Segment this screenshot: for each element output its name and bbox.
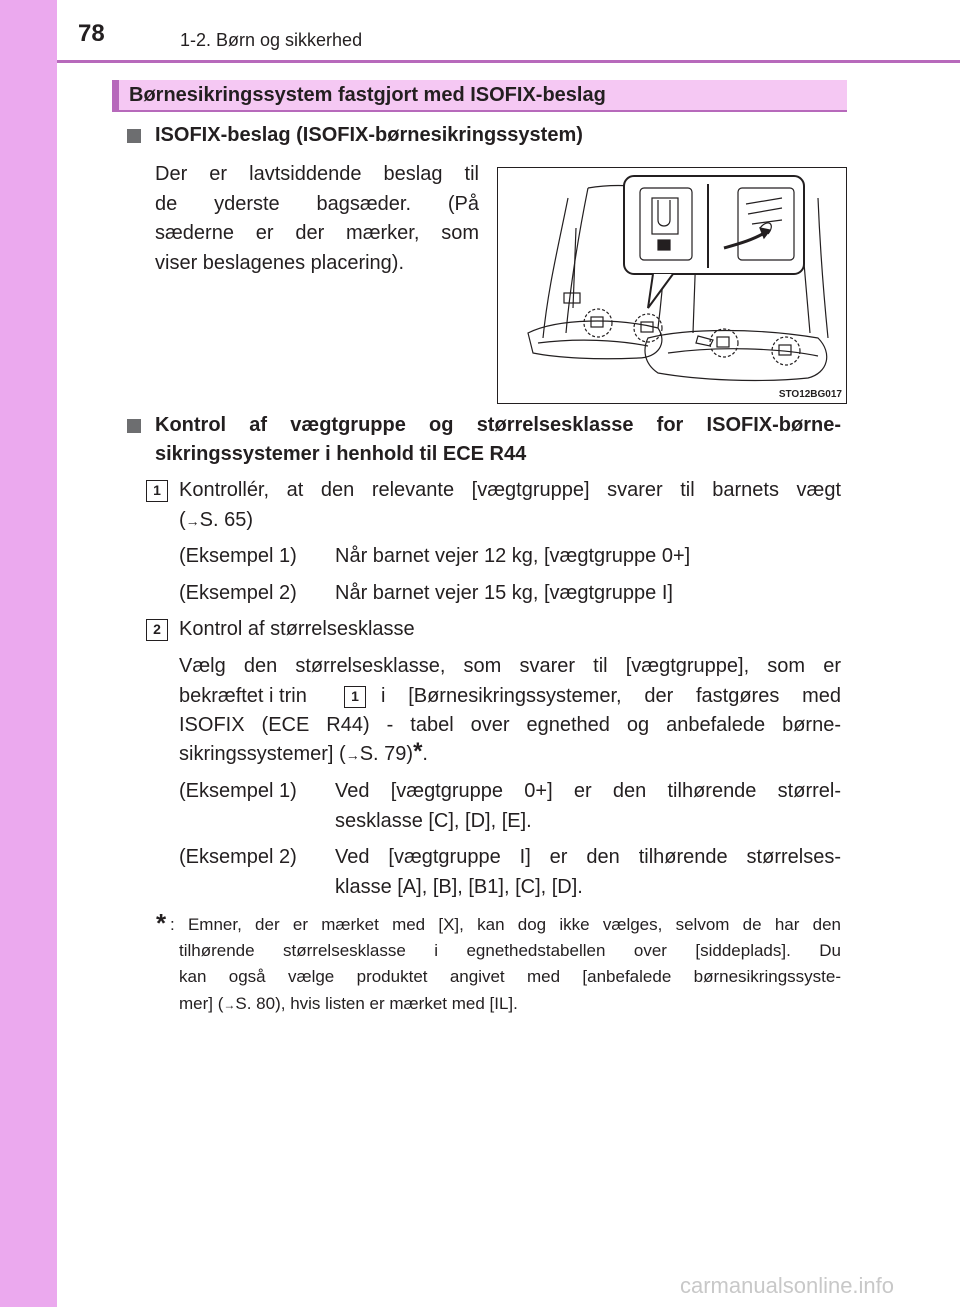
step1-line2: (→S. 65) (179, 509, 254, 531)
example-text: Når barnet vejer 15 kg, [vægtgruppe I] (335, 582, 673, 604)
isofix-heading: ISOFIX-beslag (ISOFIX-børnesikringssystem) (155, 124, 583, 146)
step2-line2a: bekræftet i trin (179, 685, 307, 707)
footnote-line2: tilhørende størrelsesklasse i egnethedstabellen over [siddeplads]. Du (179, 941, 841, 960)
step-badge: 2 (146, 619, 168, 641)
arrow-right-icon: → (185, 513, 200, 529)
step1-line1: Kontrollér, at den relevante [vægtgruppe] svarer til barnets vægt (179, 479, 841, 501)
watermark: carmanualsonline.info (680, 1273, 895, 1298)
isofix-text-line: sæderne er der mærker, som (155, 222, 479, 244)
example-label: (Eksempel 2) (179, 582, 297, 604)
example-label: (Eksempel 1) (179, 545, 297, 567)
isofix-text-line: Der er lavtsiddende beslag til (155, 163, 479, 185)
page-sidebar-tab (0, 0, 57, 1307)
step2-line3: ISOFIX (ECE R44) - tabel over egnethed og anbefalede børne- (179, 714, 841, 736)
header-divider (57, 60, 960, 63)
figure-code: STO12BG017 (778, 389, 842, 400)
footnote-line3: kan også vælge produktet angivet med [anbefalede børnesikringssyste- (179, 967, 841, 986)
isofix-text-line: de yderste bagsæder. (På (155, 193, 479, 215)
bullet-square-icon (127, 419, 141, 433)
example-text: sesklasse [C], [D], [E]. (335, 810, 532, 832)
footnote-star: * (156, 908, 167, 938)
section-title: Børnesikringssystem fastgjort med ISOFIX-beslag (129, 84, 606, 106)
step-badge: 1 (146, 480, 168, 502)
arrow-right-icon: → (223, 998, 236, 1012)
example-text: Ved [vægtgruppe 0+] er den tilhørende størrel- (335, 780, 841, 802)
example-text: klasse [A], [B], [B1], [C], [D]. (335, 876, 583, 898)
kontrol-heading-line1: Kontrol af vægtgruppe og størrelsesklasse for ISOFIX-børne- (155, 414, 841, 436)
page-number: 78 (78, 20, 105, 47)
footnote-line4: mer] (→S. 80), hvis listen er mærket med [IL]. (179, 994, 518, 1013)
example-text: Ved [vægtgruppe I] er den tilhørende størrelses- (335, 846, 841, 868)
kontrol-heading-line2: sikringssystemer i henhold til ECE R44 (155, 443, 527, 465)
example-label: (Eksempel 2) (179, 846, 297, 868)
arrow-right-icon: → (345, 747, 360, 763)
section-title-bar (112, 80, 847, 112)
step-ref-badge: 1 (344, 686, 366, 708)
example-label: (Eksempel 1) (179, 780, 297, 802)
footnote-marker: * (413, 738, 423, 765)
rear-seat-drawing (498, 168, 846, 403)
isofix-seat-illustration (497, 167, 847, 404)
step2-line1: Vælg den størrelsesklasse, som svarer til [vægtgruppe], som er (179, 655, 841, 677)
step2-line4: sikringssystemer] (→S. 79)*. (179, 738, 428, 765)
footnote-line1: : Emner, der er mærket med [X], kan dog ikke vælges, selvom de har den (170, 915, 841, 934)
bullet-square-icon (127, 129, 141, 143)
chapter-title: 1-2. Børn og sikkerhed (180, 30, 363, 50)
step2-title: Kontrol af størrelsesklasse (179, 618, 415, 640)
step2-line2b: i [Børnesikringssystemer, der fastgøres med (381, 685, 841, 707)
isofix-text-line: viser beslagenes placering). (155, 252, 405, 274)
example-text: Når barnet vejer 12 kg, [vægtgruppe 0+] (335, 545, 691, 567)
